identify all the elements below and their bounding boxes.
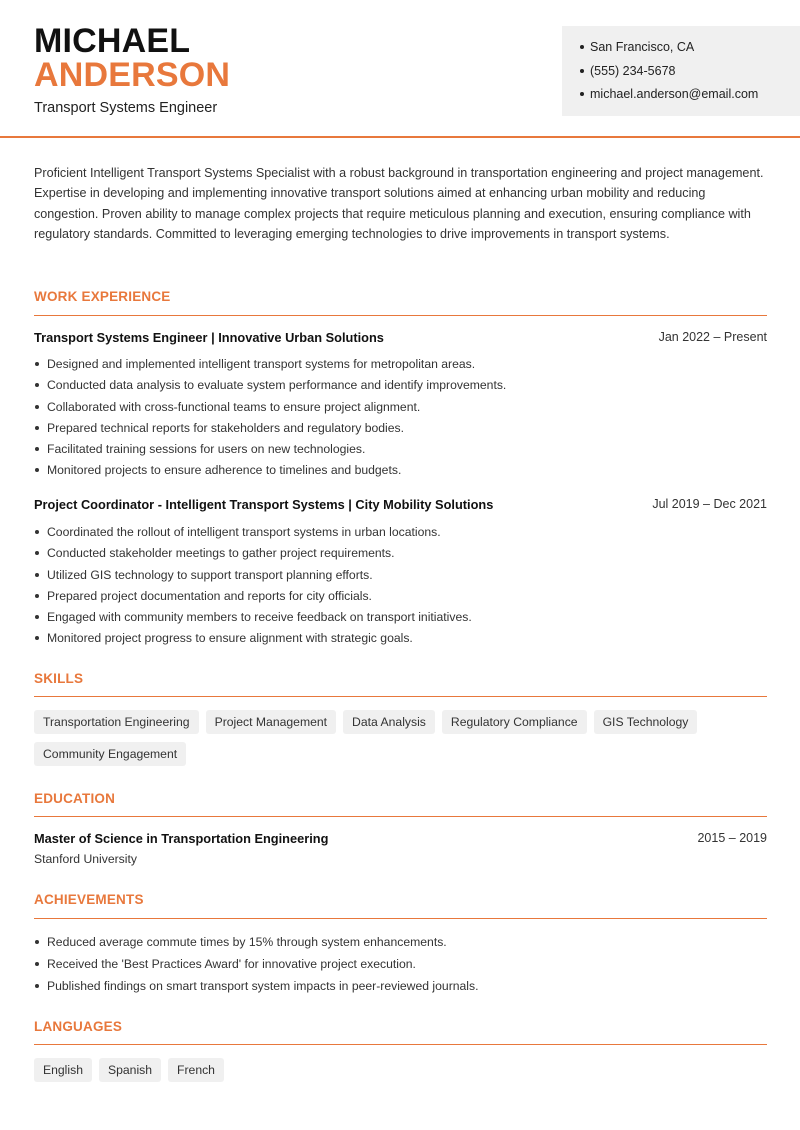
skill-tag: Transportation Engineering [34, 710, 199, 734]
list-item: Collaborated with cross-functional teams to ensure project alignment. [34, 399, 767, 420]
language-tag: Spanish [99, 1058, 161, 1082]
contact-location: San Francisco, CA [580, 39, 800, 63]
job-dates-2: Jul 2019 – Dec 2021 [652, 497, 767, 511]
list-item: Conducted data analysis to evaluate system performance and identify improvements. [34, 377, 767, 398]
job-dates-1: Jan 2022 – Present [658, 330, 767, 344]
section-title-skills: SKILLS [34, 671, 84, 686]
list-item: Coordinated the rollout of intelligent transport systems in urban locations. [34, 524, 767, 545]
list-item: Published findings on smart transport system impacts in peer-reviewed journals. [34, 978, 767, 1000]
list-item: Utilized GIS technology to support transport planning efforts. [34, 567, 767, 588]
section-divider [34, 816, 767, 817]
section-title-education: EDUCATION [34, 791, 116, 806]
section-title-work: WORK EXPERIENCE [34, 289, 171, 304]
list-item: Reduced average commute times by 15% through system enhancements. [34, 934, 767, 956]
resume-header [0, 0, 800, 138]
section-divider [34, 918, 767, 919]
skill-tag: Regulatory Compliance [442, 710, 587, 734]
contact-email[interactable]: michael.anderson@email.com [580, 86, 800, 110]
section-divider [34, 1044, 767, 1045]
list-item: Monitored project progress to ensure alignment with strategic goals. [34, 630, 767, 651]
section-title-languages: LANGUAGES [34, 1019, 123, 1034]
job-title-1: Transport Systems Engineer | Innovative Urban Solutions [34, 330, 384, 345]
first-name: MICHAEL [34, 22, 191, 60]
list-item: Designed and implemented intelligent transport systems for metropolitan areas. [34, 356, 767, 377]
job-bullets-1 [34, 356, 767, 484]
languages-tags [34, 1058, 774, 1082]
education-degree: Master of Science in Transportation Engineering [34, 831, 329, 846]
skill-tag: GIS Technology [594, 710, 698, 734]
last-name: ANDERSON [34, 56, 231, 94]
language-tag: French [168, 1058, 224, 1082]
skills-tags [34, 710, 774, 766]
section-divider [34, 696, 767, 697]
job-title: Transport Systems Engineer [34, 100, 218, 116]
achievements-list [34, 934, 767, 1000]
skill-tag: Data Analysis [343, 710, 435, 734]
education-dates: 2015 – 2019 [697, 831, 767, 845]
list-item: Monitored projects to ensure adherence to timelines and budgets. [34, 462, 767, 483]
contact-box [562, 26, 800, 116]
language-tag: English [34, 1058, 92, 1082]
list-item: Prepared technical reports for stakeholders and regulatory bodies. [34, 420, 767, 441]
skill-tag: Community Engagement [34, 742, 186, 766]
job-bullets-2 [34, 524, 767, 652]
section-title-achievements: ACHIEVEMENTS [34, 892, 144, 907]
list-item: Conducted stakeholder meetings to gather project requirements. [34, 545, 767, 566]
list-item: Facilitated training sessions for users on new technologies. [34, 441, 767, 462]
skill-tag: Project Management [206, 710, 336, 734]
contact-phone: (555) 234-5678 [580, 63, 800, 87]
list-item: Received the 'Best Practices Award' for innovative project execution. [34, 956, 767, 978]
section-divider [34, 315, 767, 316]
summary-paragraph: Proficient Intelligent Transport Systems Specialist with a robust background in transportation engineering and project management. Expertise in developing and implementing innovative transport solutions aimed at enhancing urban mobility and reducing congestion. Proven ability to manage complex projects that require meticulous planning and execution, ensuring compliance with regulatory standards. Committed to leveraging emerging technologies to drive improvements in transport systems. [34, 166, 764, 242]
education-school: Stanford University [34, 852, 137, 866]
job-title-2: Project Coordinator - Intelligent Transport Systems | City Mobility Solutions [34, 497, 494, 512]
list-item: Engaged with community members to receive feedback on transport initiatives. [34, 609, 767, 630]
list-item: Prepared project documentation and reports for city officials. [34, 588, 767, 609]
